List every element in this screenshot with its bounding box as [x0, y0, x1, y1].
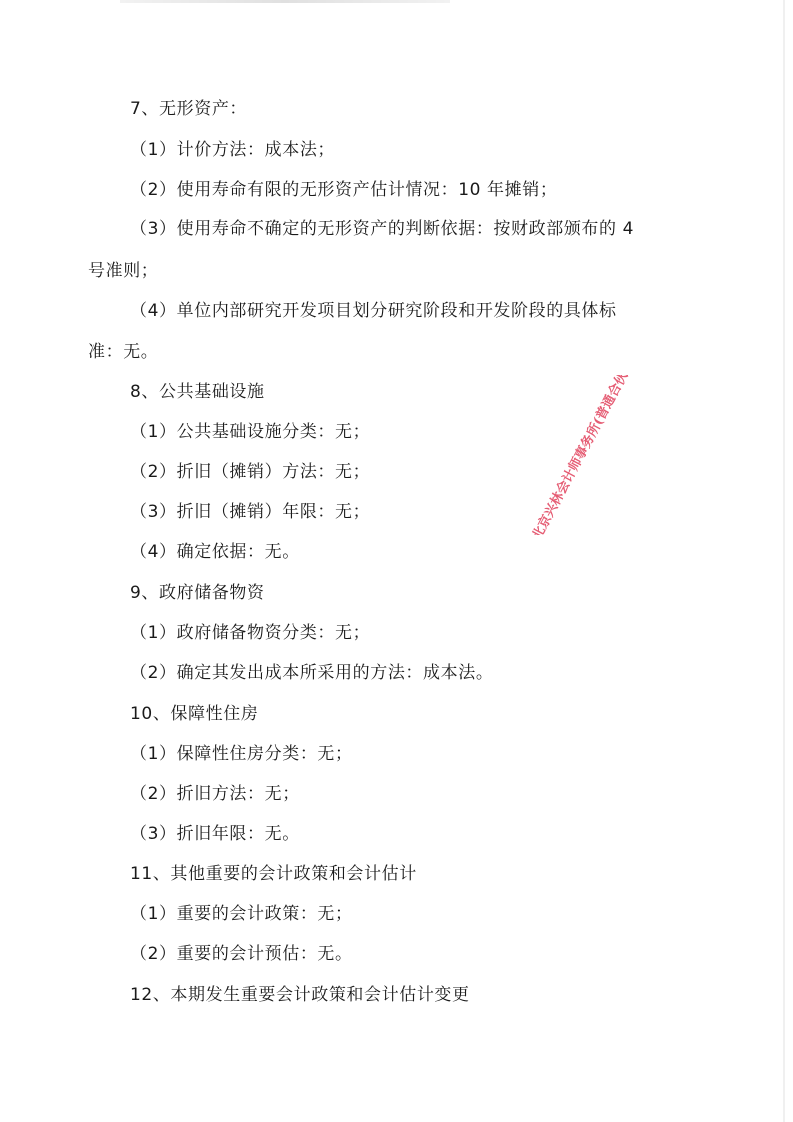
section-11-heading: 11、其他重要的会计政策和会计估计 — [130, 864, 417, 884]
section-8-item-4: （4）确定依据：无。 — [130, 542, 300, 562]
section-7-heading: 7、无形资产： — [130, 99, 248, 119]
section-8-item-2: （2）折旧（摊销）方法：无； — [130, 462, 371, 482]
section-8-heading: 8、公共基础设施 — [130, 382, 265, 402]
section-12-heading: 12、本期发生重要会计政策和会计估计变更 — [130, 985, 470, 1005]
section-9-item-1: （1）政府储备物资分类：无； — [130, 623, 371, 643]
section-9-item-2: （2）确定其发出成本所采用的方法：成本法。 — [130, 663, 494, 683]
section-7-item-4: （4）单位内部研究开发项目划分研究阶段和开发阶段的具体标 — [130, 301, 617, 321]
section-11-item-2: （2）重要的会计预估：无。 — [130, 944, 353, 964]
section-7-item-3-continued: 号准则； — [88, 261, 159, 281]
section-10-heading: 10、保障性住房 — [130, 704, 259, 724]
scan-edge-right — [783, 0, 785, 1122]
section-9-heading: 9、政府储备物资 — [130, 583, 265, 603]
section-10-item-3: （3）折旧年限：无。 — [130, 824, 300, 844]
section-7-item-3: （3）使用寿命不确定的无形资产的判断依据：按财政部颁布的 4 — [130, 219, 635, 239]
section-8-item-3: （3）折旧（摊销）年限：无； — [130, 502, 371, 522]
section-7-item-1: （1）计价方法：成本法； — [130, 140, 336, 160]
section-8-item-1: （1）公共基础设施分类：无； — [130, 422, 371, 442]
seal-stamp — [510, 375, 660, 535]
section-10-item-1: （1）保障性住房分类：无； — [130, 744, 353, 764]
section-7-item-4-continued: 准：无。 — [88, 342, 159, 362]
scan-edge-top — [120, 0, 450, 3]
seal-stamp-text: 北京兴林会计师事务所(普通合伙) — [529, 375, 635, 535]
section-7-item-2: （2）使用寿命有限的无形资产估计情况：10 年摊销； — [130, 180, 558, 200]
section-10-item-2: （2）折旧方法：无； — [130, 784, 300, 804]
section-11-item-1: （1）重要的会计政策：无； — [130, 904, 353, 924]
